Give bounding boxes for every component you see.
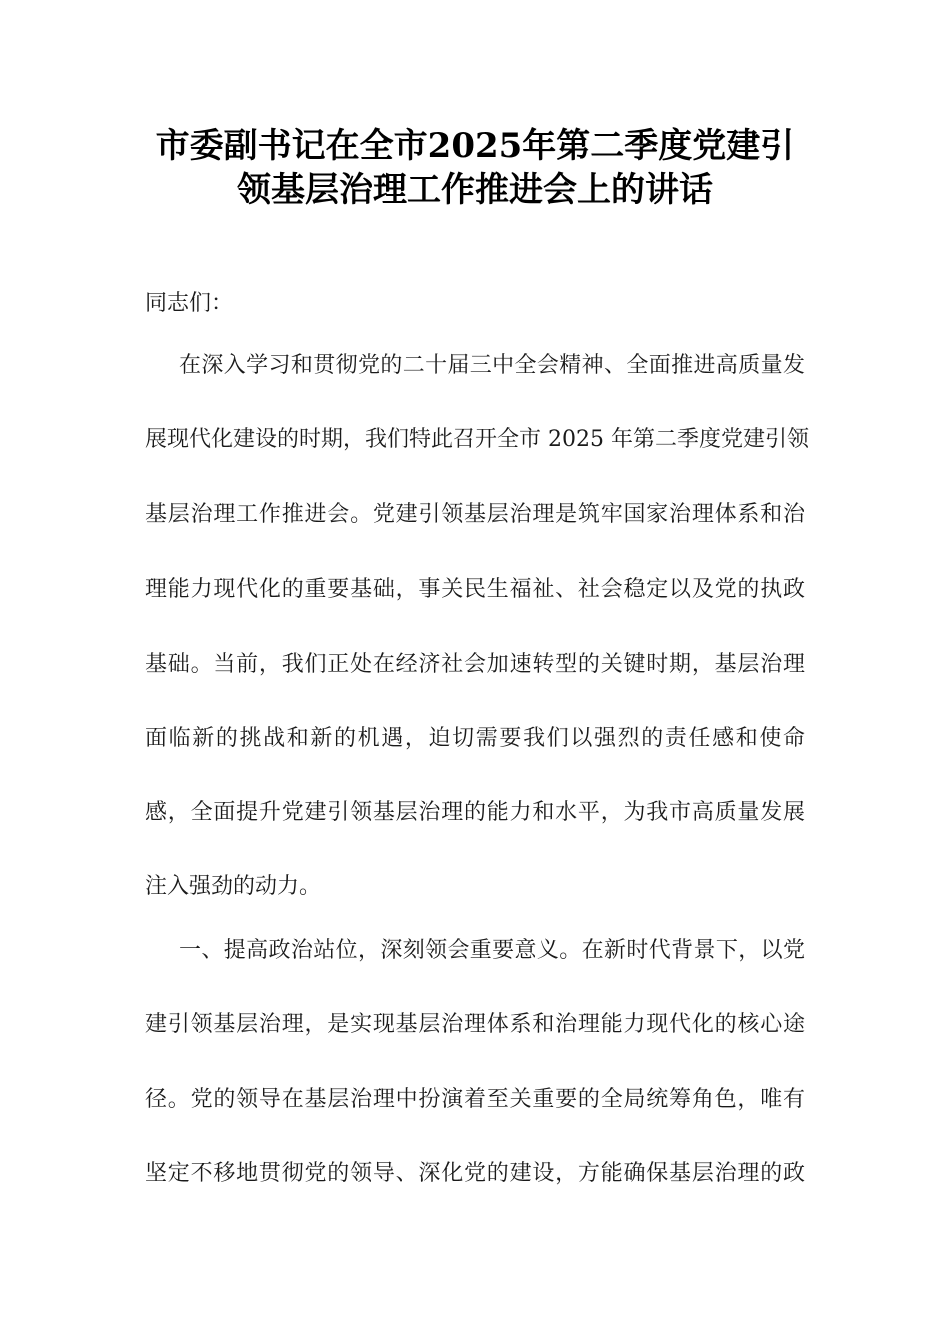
paragraph-line: 面临新的挑战和新的机遇，迫切需要我们以强烈的责任感和使命 xyxy=(145,726,805,751)
salutation: 同志们： xyxy=(145,291,234,316)
paragraph-line: 理能力现代化的重要基础，事关民生福祉、社会稳定以及党的执政 xyxy=(145,577,805,602)
paragraph-line: 建引领基层治理，是实现基层治理体系和治理能力现代化的核心途 xyxy=(145,1012,805,1037)
paragraph-line: 在深入学习和贯彻党的二十届三中全会精神、全面推进高质量发 xyxy=(179,353,805,378)
document-title-line-1: 市委副书记在全市2025年第二季度党建引 xyxy=(155,126,795,166)
paragraph-line: 基础。当前，我们正处在经济社会加速转型的关键时期，基层治理 xyxy=(145,652,805,677)
paragraph-line: 径。党的领导在基层治理中扮演着至关重要的全局统筹角色，唯有 xyxy=(145,1087,805,1112)
paragraph-line: 基层治理工作推进会。党建引领基层治理是筑牢国家治理体系和治 xyxy=(145,502,805,527)
paragraph-line: 感，全面提升党建引领基层治理的能力和水平，为我市高质量发展 xyxy=(145,800,805,825)
document-title-line-2: 领基层治理工作推进会上的讲话 xyxy=(237,170,713,210)
paragraph-line: 注入强劲的动力。 xyxy=(145,874,322,899)
paragraph-line: 展现代化建设的时期，我们特此召开全市 2025 年第二季度党建引领 xyxy=(145,427,809,452)
section-heading-line: 一、提高政治站位，深刻领会重要意义。在新时代背景下，以党 xyxy=(179,938,805,963)
paragraph-line: 坚定不移地贯彻党的领导、深化党的建设，方能确保基层治理的政 xyxy=(145,1161,805,1186)
